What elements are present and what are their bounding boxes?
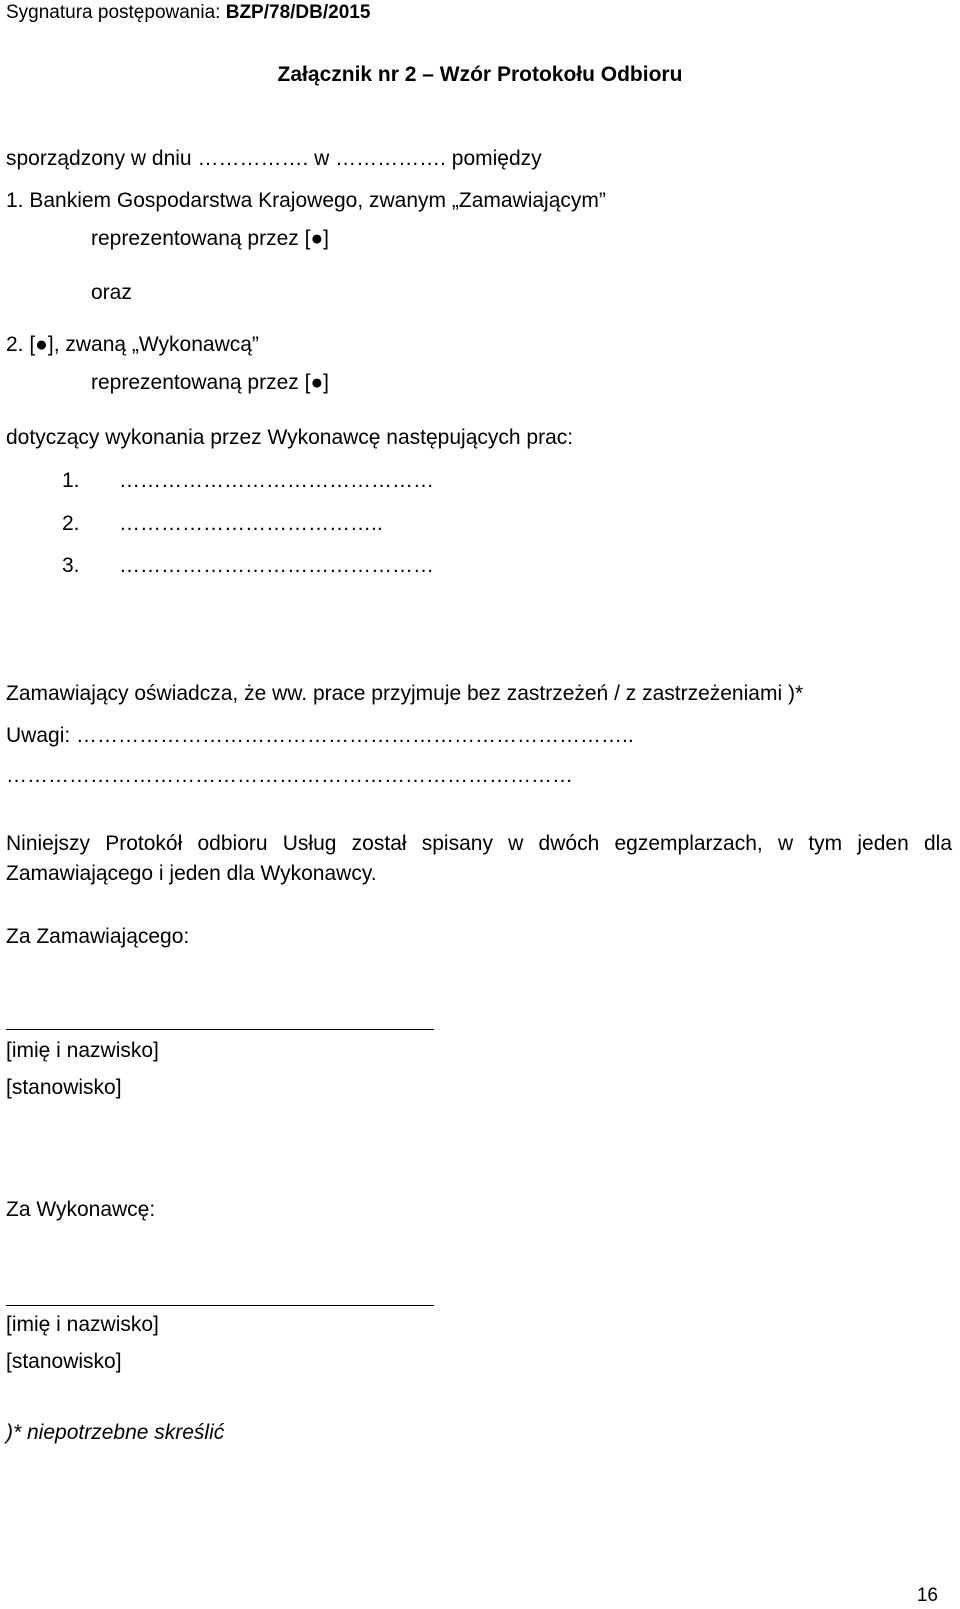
party1-representative: reprezentowaną przez [●] — [91, 227, 329, 250]
party2-representative: reprezentowaną przez [●] — [91, 371, 329, 394]
party1-line: 1. Bankiem Gospodarstwa Krajowego, zwanym „Zamawiającym” — [6, 189, 606, 212]
document-header — [6, 0, 370, 26]
signature-label: Za Zamawiającego: — [6, 925, 190, 948]
works-item-number: 3. — [62, 554, 80, 577]
works-item-number: 1. — [62, 469, 80, 492]
header-prefix: Sygnatura postępowania: — [6, 2, 226, 23]
signature-line — [6, 1305, 434, 1306]
remarks-label: Uwagi: — [6, 724, 77, 747]
works-item-dots: ……………………………………… — [119, 554, 434, 577]
footnote: )* niepotrzebne skreślić — [6, 1421, 225, 1444]
header-signature: BZP/78/DB/2015 — [225, 2, 371, 23]
signature-label: Za Wykonawcę: — [6, 1198, 156, 1221]
intro-line: sporządzony w dniu ……………. w ……………. pomiędzy — [6, 147, 542, 170]
remarks-line — [6, 723, 634, 749]
and-connector: oraz — [91, 281, 132, 304]
signature-name-placeholder: [imię i nazwisko] — [6, 1039, 159, 1062]
signature-position-placeholder: [stanowisko] — [6, 1350, 122, 1373]
closing-line-1: Niniejszy Protokół odbioru Usług został spisany w dwóch egzemplarzach, w tym jeden dla — [6, 832, 952, 855]
document-title: Załącznik nr 2 – Wzór Protokołu Odbioru — [277, 63, 683, 86]
closing-paragraph — [6, 829, 952, 889]
remarks-dots: …………………………………………………………………….. — [76, 724, 634, 747]
signature-line — [6, 1029, 434, 1030]
remarks-dots-continued: ……………………………………………………………………… — [6, 764, 573, 787]
works-item-dots: ……………………………….. — [119, 512, 383, 535]
acceptance-statement: Zamawiający oświadcza, że ww. prace przyjmuje bez zastrzeżeń / z zastrzeżeniami )* — [6, 682, 804, 705]
party2-line: 2. [●], zwaną „Wykonawcą” — [6, 333, 259, 356]
closing-line-2: Zamawiającego i jeden dla Wykonawcy. — [6, 862, 377, 885]
works-item-number: 2. — [62, 512, 80, 535]
signature-name-placeholder: [imię i nazwisko] — [6, 1313, 159, 1336]
page-number: 16 — [916, 1585, 938, 1606]
works-intro: dotyczący wykonania przez Wykonawcę następujących prac: — [6, 426, 574, 449]
signature-position-placeholder: [stanowisko] — [6, 1076, 122, 1099]
works-item-dots: ……………………………………… — [119, 469, 434, 492]
